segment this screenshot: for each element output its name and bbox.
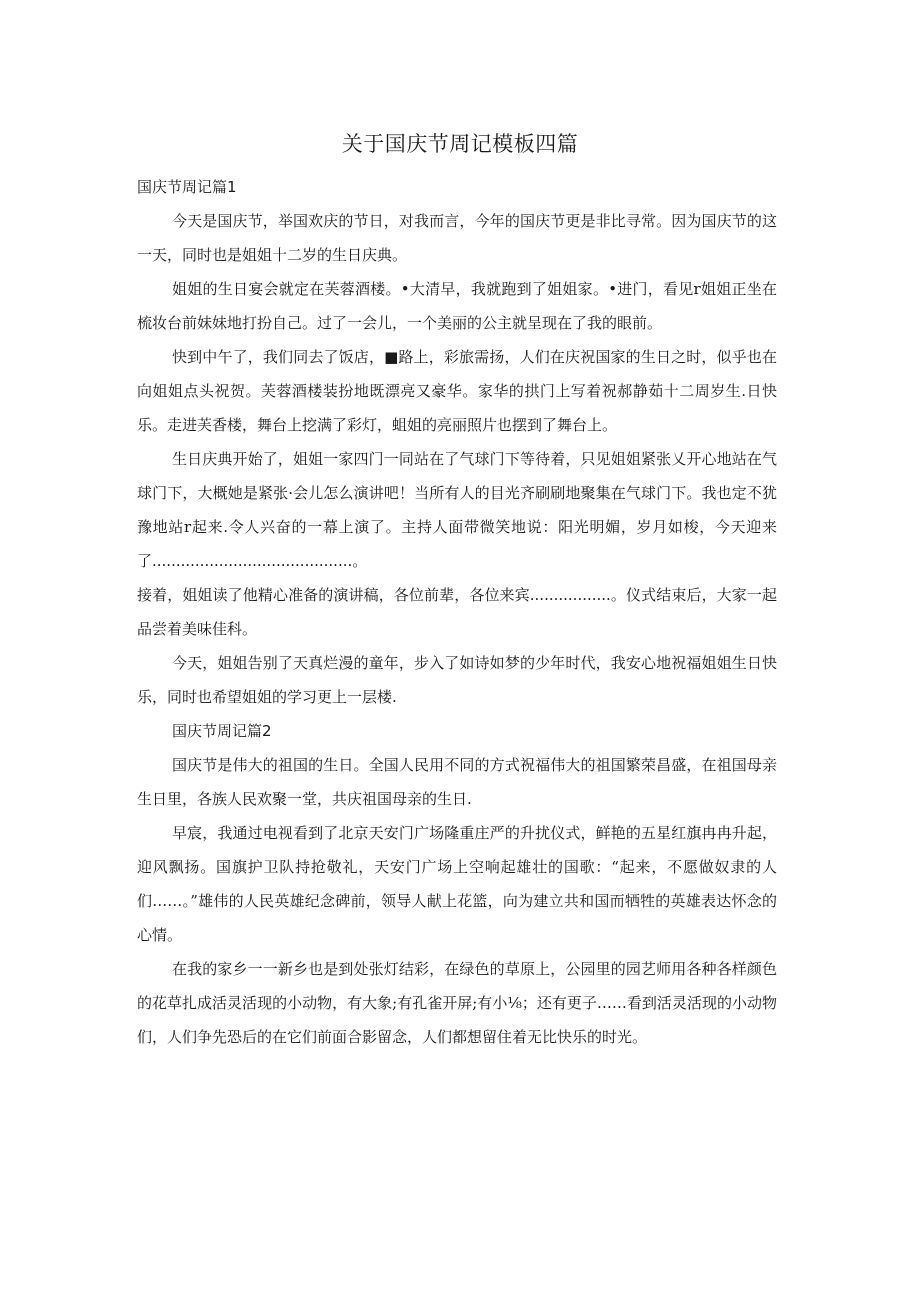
section-1 xyxy=(137,170,777,714)
document-title: 关于国庆节周记模板四篇 xyxy=(341,132,579,156)
section-heading: 国庆节周记篇1 xyxy=(137,178,237,196)
paragraph: 今天是国庆节，举国欢庆的节日，对我而言，今年的国庆节更是非比寻常。因为国庆节的这一天，同时也是姐姐十二岁的生日庆典。 xyxy=(137,212,777,264)
paragraph: 快到中午了，我们同去了饭店，■路上，彩旅需扬，人们在庆祝国家的生日之时，似乎也在向姐姐点头祝贺。芙蓉酒楼装扮地既漂亮又豪华。家华的拱门上写着祝郝静茹十二周岁生.日快乐。走进芙香楼，舞台上挖满了彩灯，蛆姐的亮丽照片也摆到了舞台上。 xyxy=(137,348,777,434)
document-body xyxy=(137,170,777,1054)
paragraph: 早宸，我通过电视看到了北京天安门广场隆重庄严的升扰仪式，鲜艳的五星红旗冉冉升起，迎风飘扬。国旗护卫队持抢敬礼，天安门广场上空响起雄壮的国歌：“起来，不愿做奴隶的人们……。”雄伟的人民英雄纪念碑前，领导人献上花篮，向为建立共和国而牺牲的英雄表达怀念的心情。 xyxy=(137,824,777,944)
section-2 xyxy=(137,714,777,1054)
paragraph: 姐姐的生日宴会就定在芙蓉酒楼。•大清早，我就跑到了姐姐家。•进门，看见r姐姐正坐在梳妆台前妹妹地打扮自己。过了一会儿，一个美丽的公主就呈现在了我的眼前。 xyxy=(137,280,777,332)
paragraph: 今天，姐姐告别了天真烂漫的童年，步入了如诗如梦的少年时代，我安心地祝福姐姐生日快乐，同时也希望姐姐的学习更上一层楼. xyxy=(137,654,777,706)
paragraph: 在我的家乡一一新乡也是到处张灯结彩，在绿色的草原上，公园里的园艺师用各种各样颜色的花草扎成活灵活现的小动物，有大象;有孔雀开屏;有小⅛；还有更子……看到活灵活现的小动物们，人们争先恐后的在它们前面合影留念，人们都想留住着无比快乐的时光。 xyxy=(137,960,777,1046)
paragraph: 国庆节是伟大的祖国的生日。全国人民用不同的方式祝福伟大的祖国繁荣昌盛，在祖国母亲生日里，各族人民欢聚一堂，共庆祖国母亲的生日. xyxy=(137,756,777,808)
section-heading: 国庆节周记篇2 xyxy=(172,722,272,740)
paragraph: 生日庆典开始了，姐姐一家四门一同站在了气球门下等待着，只见姐姐紧张乂开心地站在气球门下，大概她是紧张·会儿怎么演讲吧！当所有人的目光齐刷刷地聚集在气球门下。我也定不犹豫地站r起来.令人兴奋的一幕上演了。主持人面带微笑地说：阳光明媚，岁月如梭，今天迎来了..........................................。 xyxy=(137,450,777,570)
paragraph: 接着，姐姐读了他精心准备的演讲稿，各位前辈，各位来宾.................。仪式结束后，大家一起品尝着美味佳科。 xyxy=(137,586,777,638)
